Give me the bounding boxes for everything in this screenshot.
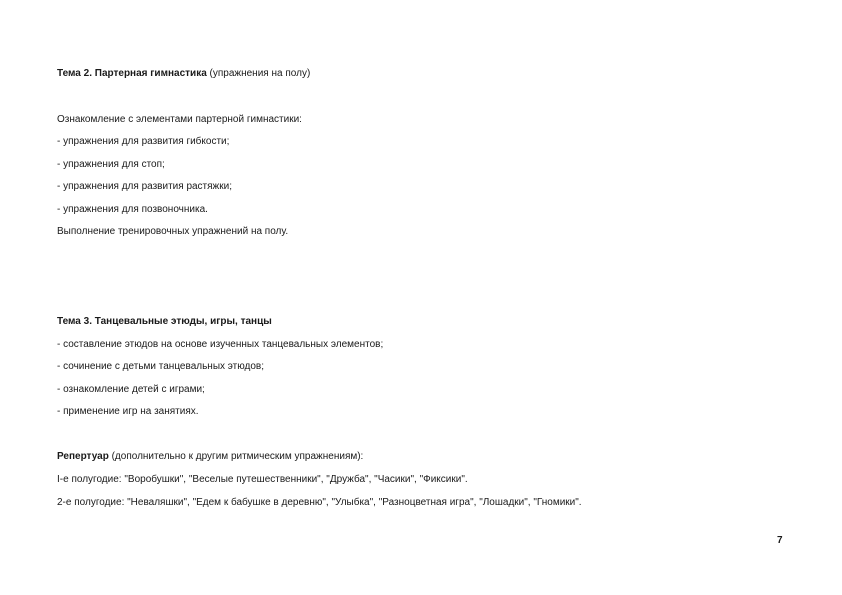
topic-3-heading: Тема 3. Танцевальные этюды, игры, танцы [57, 316, 272, 327]
page-number: 7 [777, 535, 783, 546]
topic-2-closing: Выполнение тренировочных упражнений на полу. [57, 226, 289, 237]
topic-3-item: - ознакомление детей с играми; [57, 384, 205, 395]
repertoire-title: Репертуар [57, 451, 109, 462]
topic-2-item: - упражнения для позвоночника. [57, 204, 208, 215]
topic-2-item: - упражнения для развития растяжки; [57, 181, 232, 192]
topic-2-title: Тема 2. Партерная гимнастика [57, 68, 207, 79]
topic-2-item: - упражнения для развития гибкости; [57, 136, 230, 147]
topic-2-intro: Ознакомление с элементами партерной гимнастики: [57, 114, 302, 125]
topic-2-heading [57, 68, 310, 80]
topic-2-item: - упражнения для стоп; [57, 159, 165, 170]
repertoire-heading [57, 451, 363, 463]
topic-3-item: - сочинение с детьми танцевальных этюдов; [57, 361, 265, 372]
repertoire-line: 2-е полугодие: "Неваляшки", "Едем к бабушке в деревню", "Улыбка", "Разноцветная игра", "Лошадки", "Гномики". [57, 497, 582, 508]
topic-3-item: - применение игр на занятиях. [57, 406, 199, 417]
topic-2-subtitle: (упражнения на полу) [206, 68, 311, 79]
repertoire-subtitle: (дополнительно к другим ритмическим упражнениям): [108, 451, 364, 462]
repertoire-line: I-е полугодие: "Воробушки", "Веселые путешественники", "Дружба", "Часики", "Фиксики". [57, 474, 468, 485]
topic-3-item: - составление этюдов на основе изученных танцевальных элементов; [57, 339, 384, 350]
